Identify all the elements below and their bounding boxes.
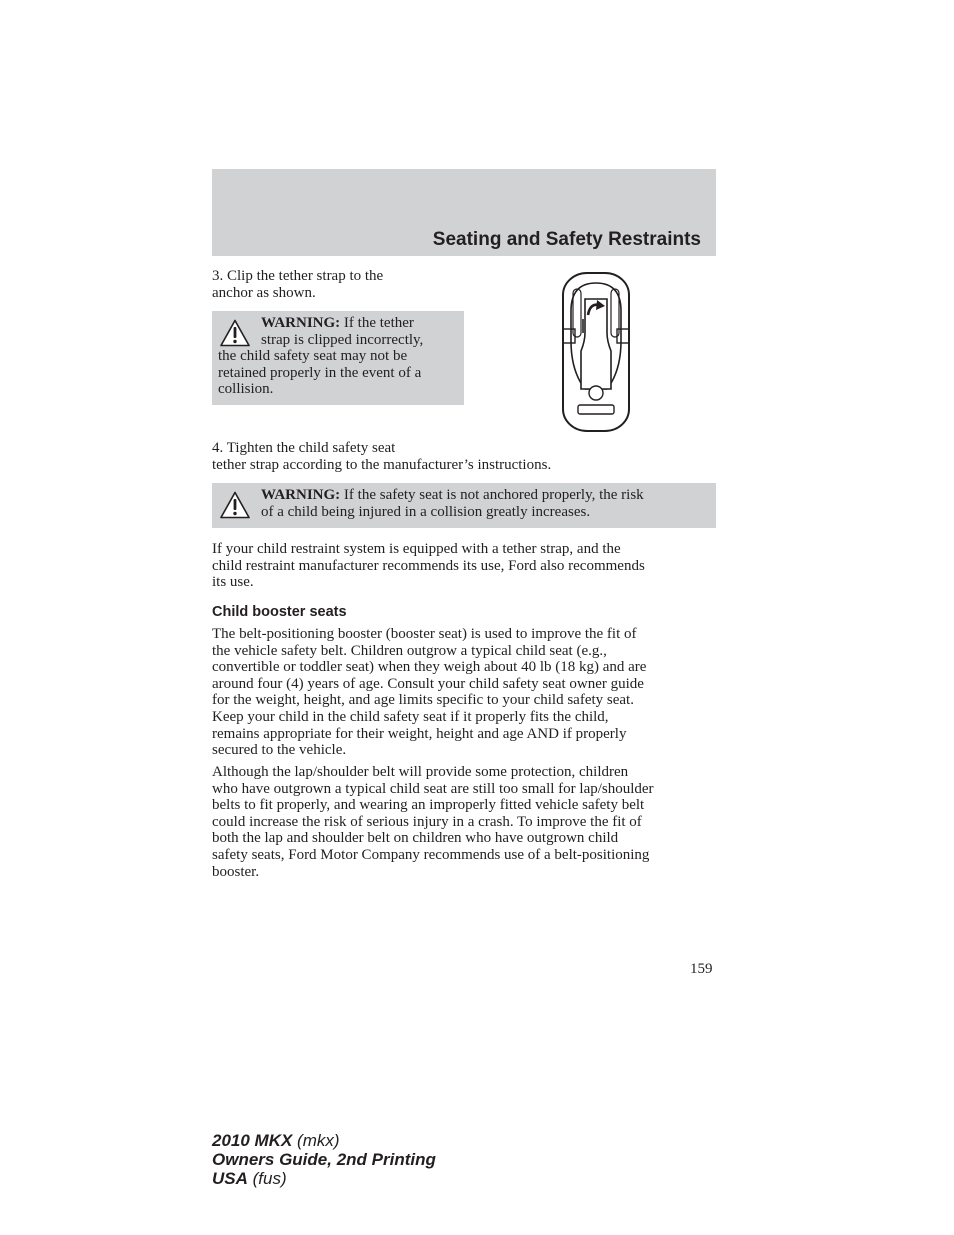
paragraph-line: could increase the risk of serious injury in a crash. To improve the fit of (212, 813, 642, 830)
step-3-text (212, 268, 716, 301)
paragraph-line: for the weight, height, and age limits specific to your child safety seat. (212, 692, 634, 709)
warning-label: WARNING: (261, 487, 341, 503)
paragraph-line: Keep your child in the child safety seat if it properly fits the child, (212, 708, 609, 725)
step-3-line: anchor as shown. (212, 284, 316, 301)
section-header-band (212, 169, 716, 256)
paragraph-line: the vehicle safety belt. Children outgrow a typical child seat (e.g., (212, 642, 607, 659)
warning-label: WARNING: (261, 315, 341, 331)
paragraph-line: secured to the vehicle. (212, 742, 347, 759)
warning-line: collision. (218, 381, 274, 398)
warning-line: retained properly in the event of a (218, 364, 422, 381)
paragraph-line: booster. (212, 863, 260, 880)
paragraph-line: belts to fit properly, and wearing an improperly fitted vehicle safety belt (212, 797, 645, 814)
booster-paragraph-2 (212, 764, 716, 880)
page-number: 159 (690, 961, 713, 977)
section-title: Seating and Safety Restraints (432, 229, 701, 250)
paragraph-line: If your child restraint system is equipped with a tether strap, and the (212, 541, 621, 557)
paragraph-line: convertible or toddler seat) when they weigh about 40 lb (18 kg) and are (212, 659, 647, 676)
paragraph-line: both the lap and shoulder belt on children who have outgrown child (212, 830, 619, 847)
paragraph-line: The belt-positioning booster (booster seat) is used to improve the fit of (212, 626, 637, 642)
step-4-text (212, 440, 716, 473)
footer-market-code: (fus) (247, 1169, 287, 1188)
warning-line: If the safety seat is not anchored properly, the risk (340, 487, 644, 503)
footer-market: USA (212, 1169, 248, 1188)
tether-paragraph (212, 541, 716, 591)
subheading-child-booster-seats: Child booster seats (212, 604, 347, 620)
warning-text (261, 487, 713, 520)
warning-line: of a child being injured in a collision greatly increases. (261, 503, 591, 520)
warning-box-anchoring (212, 483, 716, 528)
warning-triangle-icon (220, 491, 250, 519)
paragraph-line: safety seats, Ford Motor Company recommends use of a belt-positioning (212, 846, 650, 863)
paragraph-line: Although the lap/shoulder belt will provide some protection, children (212, 764, 629, 780)
document-footer (212, 1131, 436, 1188)
paragraph-line: remains appropriate for their weight, height and age AND if properly (212, 725, 627, 742)
warning-line: If the tether (340, 315, 414, 331)
paragraph-line: around four (4) years of age. Consult your child safety seat owner guide (212, 675, 644, 692)
paragraph-line: who have outgrown a typical child seat are still too small for lap/shoulder (212, 780, 654, 797)
step-3-line: 3. Clip the tether strap to the (212, 268, 384, 284)
step-4-line: tether strap according to the manufacturer’s instructions. (212, 456, 552, 473)
booster-paragraph-1 (212, 626, 716, 759)
warning-text (261, 315, 461, 348)
paragraph-line: child restraint manufacturer recommends its use, Ford also recommends (212, 557, 645, 574)
warning-line: the child safety seat may not be (218, 348, 408, 364)
warning-box-tether (212, 311, 464, 405)
warning-text-continued (218, 348, 462, 398)
footer-guide-title: Owners Guide, 2nd Printing (212, 1150, 436, 1169)
step-4-line: 4. Tighten the child safety seat (212, 440, 396, 456)
warning-triangle-icon (220, 319, 250, 347)
tether-anchor-illustration (561, 271, 631, 433)
footer-model: 2010 MKX (212, 1131, 293, 1150)
footer-model-code: (mkx) (292, 1131, 340, 1150)
warning-line: strap is clipped incorrectly, (261, 331, 424, 348)
paragraph-line: its use. (212, 574, 254, 591)
